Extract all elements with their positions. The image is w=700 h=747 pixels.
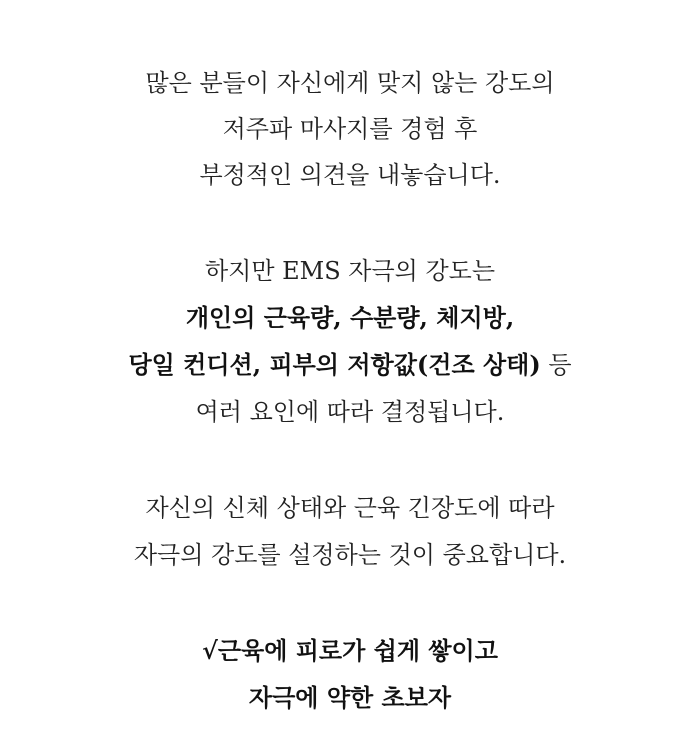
paragraph2-line1: 하지만 EMS 자극의 강도는 [204, 257, 496, 285]
paragraph3-line1: 자신의 신체 상태와 근육 긴장도에 따라 [145, 494, 555, 522]
highlight-line1: √근육에 피로가 쉽게 쌓이고 [202, 636, 498, 665]
paragraph1-line3: 부정적인 의견을 내놓습니다. [199, 161, 501, 189]
paragraph2-line3-bold: 당일 컨디션, 피부의 저항값(건조 상태) [128, 350, 541, 379]
paragraph2-line2: 개인의 근육량, 수분량, 체지방, [185, 303, 515, 332]
paragraph1-line2: 저주파 마사지를 경험 후 [222, 115, 478, 143]
paragraph2-line3-rest: 등 [540, 351, 572, 379]
highlight-line2: 자극에 약한 초보자 [248, 683, 452, 712]
paragraph1-line1: 많은 분들이 자신에게 맞지 않는 강도의 [145, 69, 555, 97]
paragraph3-line2: 자극의 강도를 설정하는 것이 중요합니다. [133, 541, 567, 569]
paragraph2-line4: 여러 요인에 따라 결정됩니다. [195, 398, 505, 426]
paragraph2-line3 [0, 350, 700, 380]
